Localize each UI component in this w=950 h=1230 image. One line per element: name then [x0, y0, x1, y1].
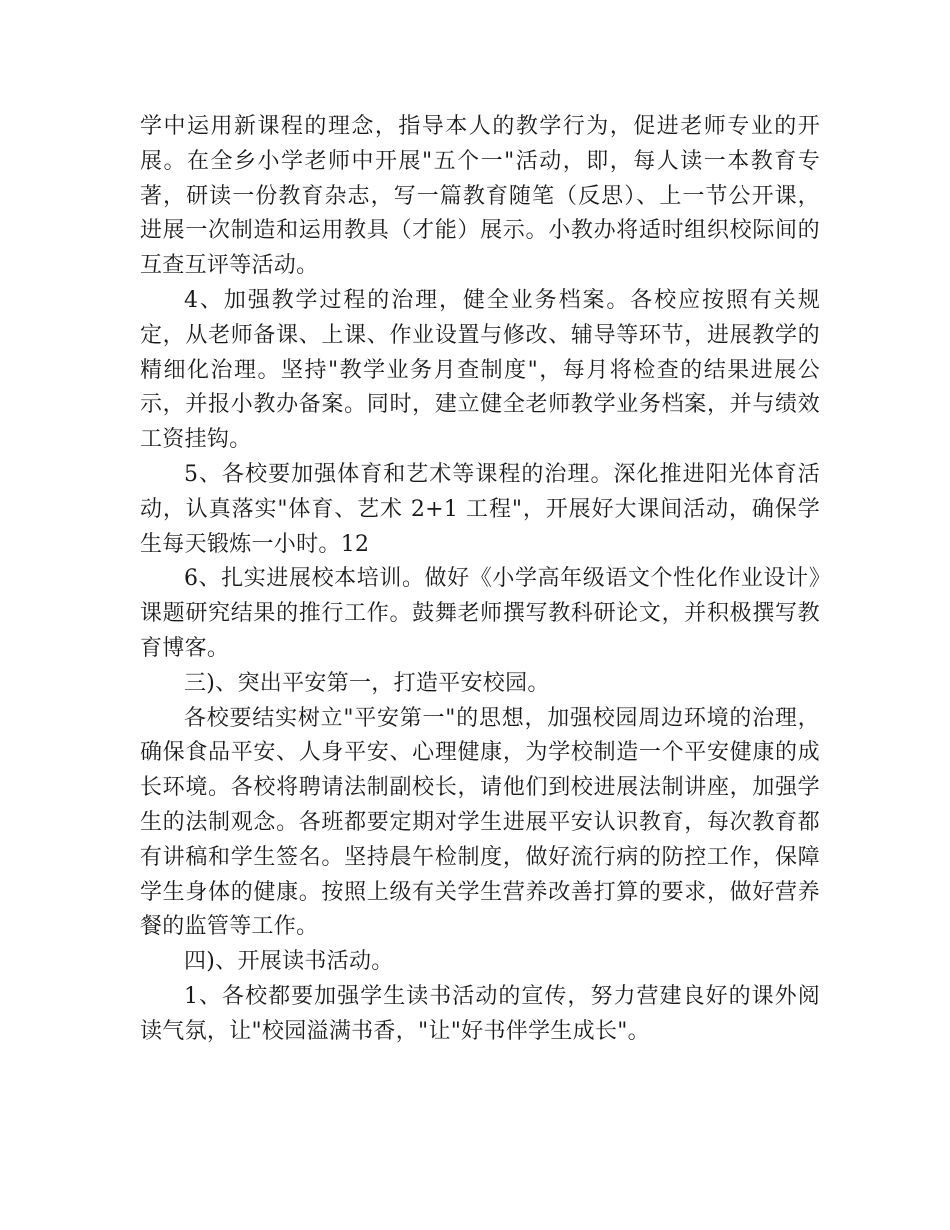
paragraph-school-training: 6、扎实进展校本培训。做好《小学高年级语文个性化作业设计》课题研究结果的推行工作。鼓舞老师撰写教科研论文，并积极撰写教育博客。 — [140, 566, 820, 661]
paragraph-pe-art: 5、各校要加强体育和艺术等课程的治理。深化推进阳光体育活动，认真落实"体育、艺术 2+1 工程"，开展好大课间活动，确保学生每天锻炼一小时。12 — [140, 461, 820, 557]
section-heading-safety: 三)、突出平安第一，打造平安校园。 — [184, 670, 550, 696]
paragraph-teaching-process: 4、加强教学过程的治理，健全业务档案。各校应按照有关规定，从老师备课、上课、作业设置与修改、辅导等环节，进展教学的精细化治理。坚持"教学业务月查制度"，每月将检查的结果进展公示，并报小教办备案。同时，建立健全老师教学业务档案，并与绩效工资挂钩。 — [140, 287, 820, 453]
section-heading-reading: 四)、开展读书活动。 — [184, 949, 394, 975]
paragraph-continuation: 学中运用新课程的理念，指导本人的教学行为，促进老师专业的开展。在全乡小学老师中开展"五个一"活动，即，每人读一本教育专著，研读一份教育杂志，写一篇教育随笔（反思）、上一节公开课，进展一次制造和运用教具（才能）展示。小教办将适时组织校际间的互查互评等活动。 — [140, 114, 820, 279]
document-body — [140, 110, 820, 1050]
paragraph-reading: 1、各校都要加强学生读书活动的宣传，努力营建良好的课外阅读气氛，让"校园溢满书香，"让"好书伴学生成长"。 — [140, 983, 820, 1044]
paragraph-safety: 各校要结实树立"平安第一"的思想，加强校园周边环境的治理，确保食品平安、人身平安、心理健康，为学校制造一个平安健康的成长环境。各校将聘请法制副校长，请他们到校进展法制讲座，加强学生的法制观念。各班都要定期对学生进展平安认识教育，每次教育都有讲稿和学生签名。坚持晨午检制度，做好流行病的防控工作，保障学生身体的健康。按照上级有关学生营养改善打算的要求，做好营养餐的监管等工作。 — [140, 705, 820, 940]
